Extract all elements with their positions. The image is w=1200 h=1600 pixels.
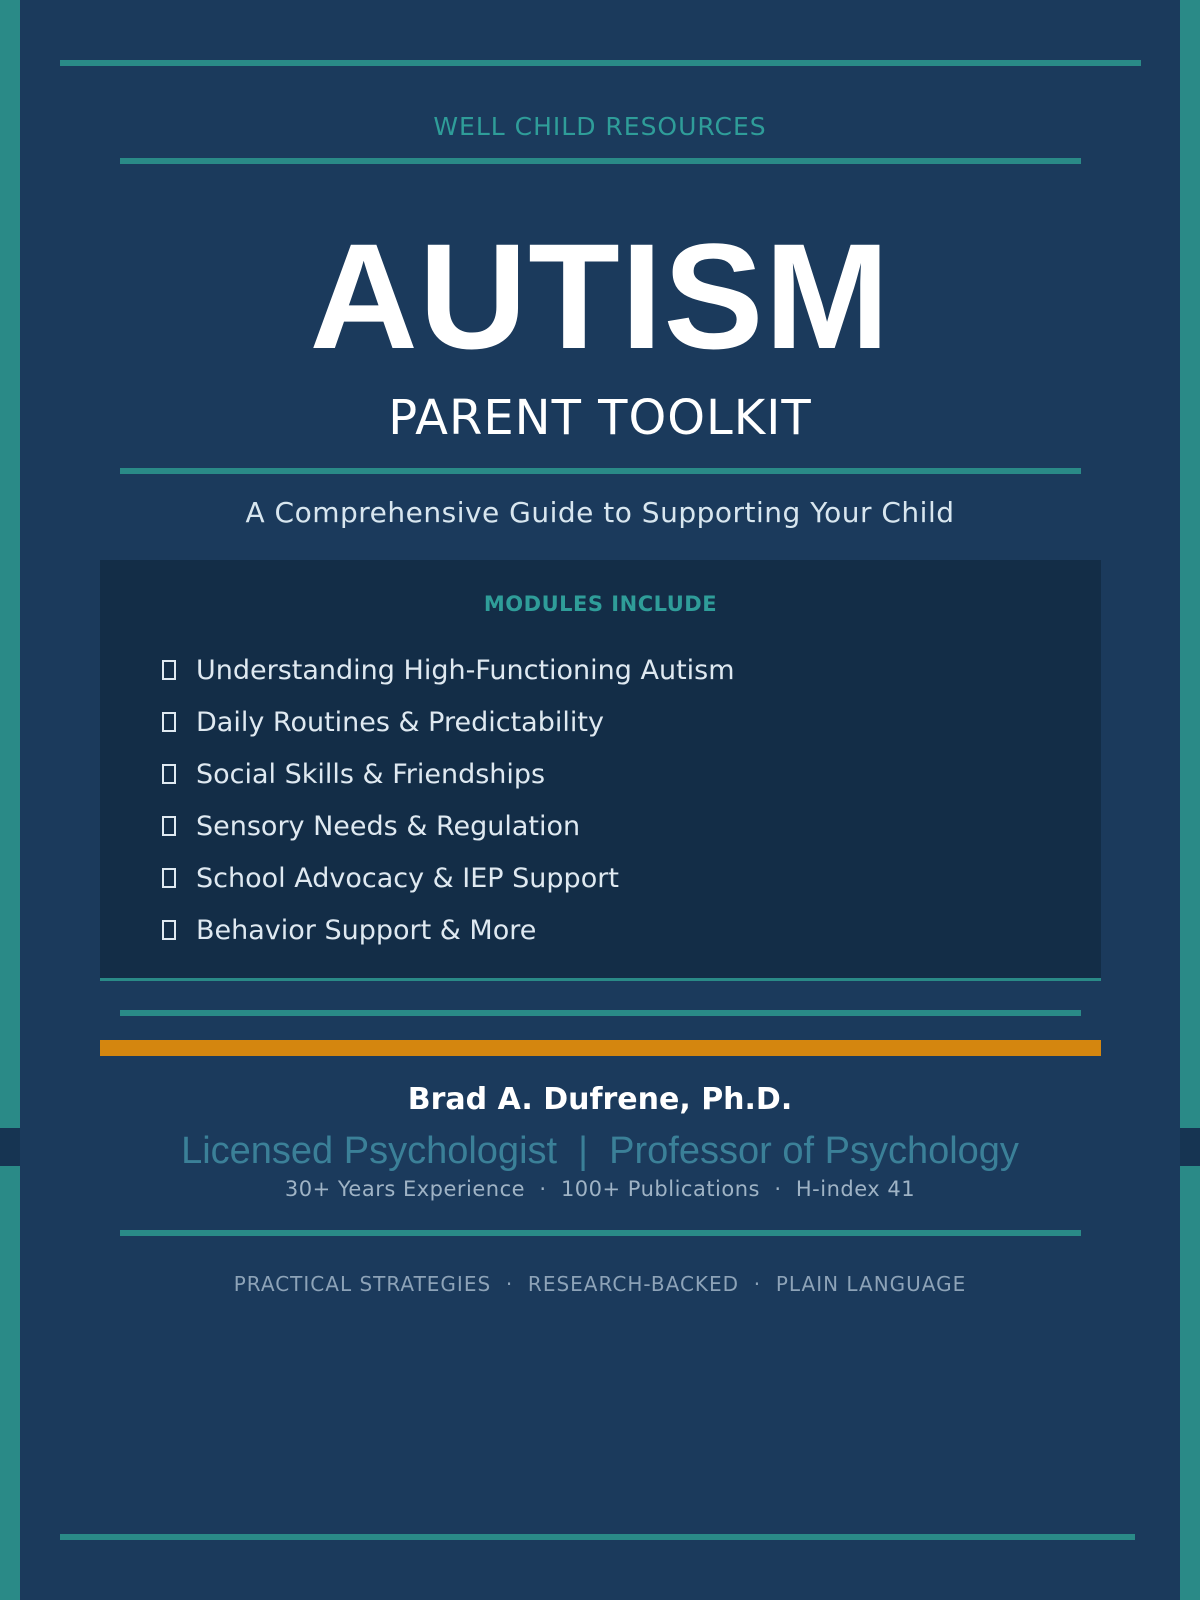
- title-divider: [120, 468, 1081, 474]
- cover-title: AUTISM: [309, 212, 891, 380]
- modules-panel: [100, 560, 1101, 978]
- right-edge-stripe: [1180, 0, 1200, 1128]
- checkbox-icon: [162, 660, 176, 680]
- accent-bar: [100, 1040, 1101, 1056]
- module-label: Daily Routines & Predictability: [196, 706, 604, 738]
- left-edge-stripe-lower: [0, 1166, 20, 1600]
- checkbox-icon: [162, 868, 176, 888]
- values-line: PRACTICAL STRATEGIES · RESEARCH-BACKED · PLAIN LANGUAGE: [233, 1272, 967, 1296]
- cover-tagline: A Comprehensive Guide to Supporting Your Child: [245, 496, 955, 529]
- series-label: WELL CHILD RESOURCES: [433, 112, 767, 141]
- checkbox-icon: [162, 920, 176, 940]
- module-label: Behavior Support & More: [196, 914, 537, 946]
- module-list: [160, 644, 735, 956]
- author-credentials: Licensed Psychologist | Professor of Psychology: [181, 1130, 1019, 1172]
- cover-subtitle: PARENT TOOLKIT: [388, 390, 812, 446]
- module-label: School Advocacy & IEP Support: [196, 862, 619, 894]
- modules-heading: MODULES INCLUDE: [483, 592, 718, 616]
- list-item: [160, 644, 735, 696]
- list-item: [160, 748, 735, 800]
- checkbox-icon: [162, 764, 176, 784]
- list-item: [160, 904, 735, 956]
- modules-bottom-rule: [100, 978, 1101, 981]
- checkbox-icon: [162, 816, 176, 836]
- author-divider: [120, 1010, 1081, 1016]
- left-edge-stripe: [0, 0, 20, 1128]
- stats-divider: [120, 1230, 1081, 1236]
- module-label: Sensory Needs & Regulation: [196, 810, 581, 842]
- list-item: [160, 696, 735, 748]
- checkbox-icon: [162, 712, 176, 732]
- list-item: [160, 800, 735, 852]
- top-border-rule: [60, 60, 1141, 66]
- bottom-border-rule: [60, 1534, 1135, 1540]
- right-edge-stripe-lower: [1180, 1166, 1200, 1600]
- author-stats: 30+ Years Experience · 100+ Publications · H-index 41: [284, 1177, 916, 1201]
- author-name: Brad A. Dufrene, Ph.D.: [407, 1082, 793, 1117]
- series-divider: [120, 158, 1081, 164]
- module-label: Social Skills & Friendships: [196, 758, 546, 790]
- list-item: [160, 852, 735, 904]
- module-label: Understanding High-Functioning Autism: [196, 654, 735, 686]
